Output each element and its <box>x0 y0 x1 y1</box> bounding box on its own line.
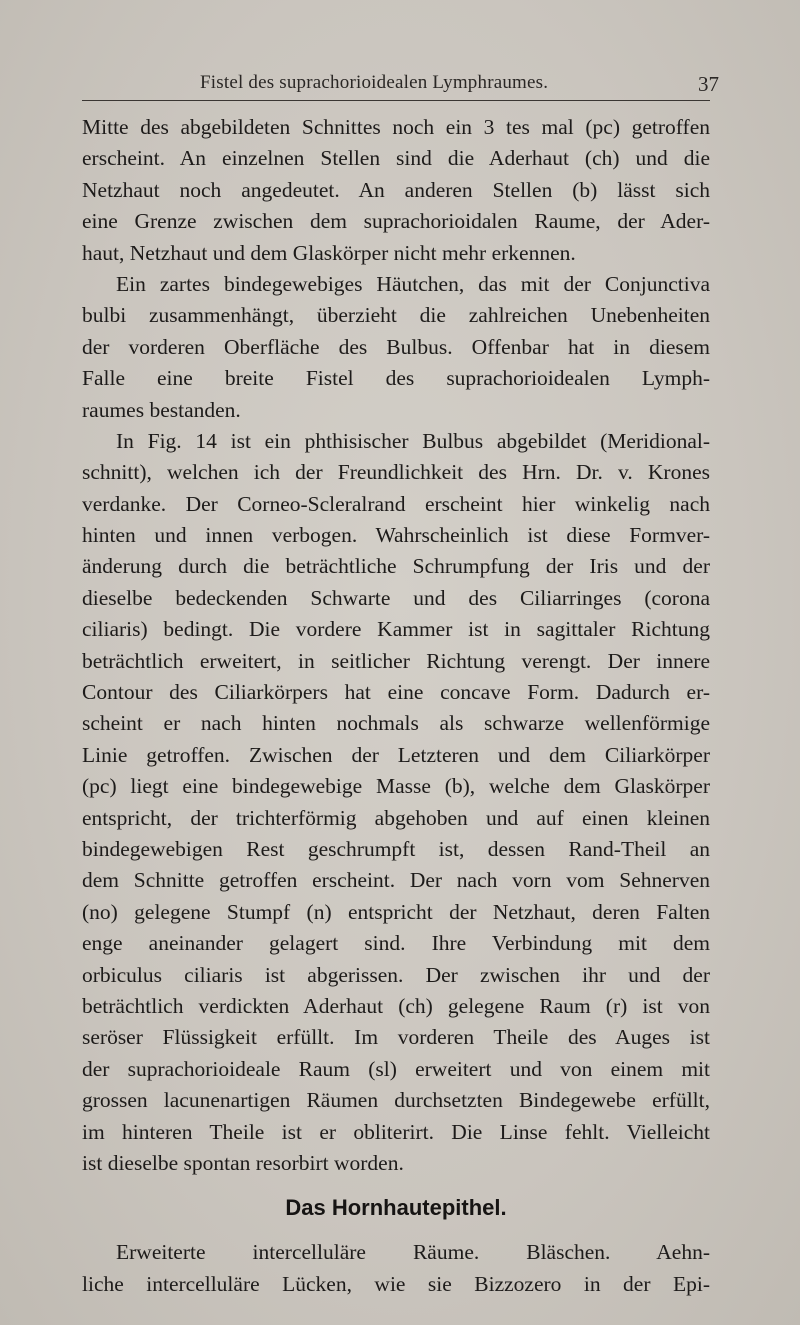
body-text <box>82 112 710 1300</box>
text-line: der suprachorioideale Raum (sl) erweitert und von einem mit <box>82 1056 710 1081</box>
text-line: Ein zartes bindegewebiges Häutchen, das mit der Conjunctiva <box>116 271 710 296</box>
text-line: Falle eine breite Fistel des suprachorioidealen Lymph- <box>82 366 710 391</box>
text-line: grossen lacunenartigen Räumen durchsetzten Bindegewebe erfüllt, <box>82 1088 710 1113</box>
text-line: im hinteren Theile ist er obliterirt. Die Linse fehlt. Vielleicht <box>82 1119 710 1144</box>
text-line: erscheint. An einzelnen Stellen sind die Aderhaut (ch) und die <box>82 146 710 171</box>
text-line: Linie getroffen. Zwischen der Letzteren und dem Ciliarkörper <box>82 742 710 767</box>
text-line: dieselbe bedeckenden Schwarte und des Ciliarringes (corona <box>82 585 710 610</box>
paragraph-2 <box>82 269 710 426</box>
page-number: 37 <box>698 72 719 96</box>
text-line: hinten und innen verbogen. Wahrscheinlich ist diese Formver- <box>82 523 710 548</box>
text-line: bulbi zusammenhängt, überzieht die zahlreichen Unebenheiten <box>82 303 710 328</box>
text-line: verdanke. Der Corneo-Scleralrand erscheint hier winkelig nach <box>82 491 710 516</box>
paragraph-1 <box>82 112 710 269</box>
text-line: raumes bestanden. <box>82 397 241 422</box>
text-line: scheint er nach hinten nochmals als schwarze wellenförmige <box>82 711 710 736</box>
text-line: änderung durch die beträchtliche Schrumpfung der Iris und der <box>82 554 710 579</box>
text-line: Netzhaut noch angedeutet. An anderen Stellen (b) lässt sich <box>82 177 710 202</box>
text-line: der vorderen Oberfläche des Bulbus. Offenbar hat in diesem <box>82 334 710 359</box>
text-line: In Fig. 14 ist ein phthisischer Bulbus abgebildet (Meridional- <box>116 428 710 453</box>
text-line: (pc) liegt eine bindegewebige Masse (b), welche dem Glaskörper <box>82 774 710 799</box>
section-heading: Das Hornhautepithel. <box>285 1195 507 1221</box>
text-line: Contour des Ciliarkörpers hat eine concave Form. Dadurch er- <box>82 680 710 705</box>
text-line: bindegewebigen Rest geschrumpft ist, dessen Rand-Theil an <box>82 836 710 861</box>
text-line: eine Grenze zwischen dem suprachorioidalen Raume, der Ader- <box>82 209 710 234</box>
text-line: enge aneinander gelagert sind. Ihre Verbindung mit dem <box>82 931 710 956</box>
page-header <box>0 72 800 102</box>
running-title: Fistel des suprachorioidealen Lymphraumes. <box>200 72 549 93</box>
text-line: beträchtlich erweitert, in seitlicher Richtung verengt. Der innere <box>82 648 710 673</box>
text-line: (no) gelegene Stumpf (n) entspricht der Netzhaut, deren Falten <box>82 899 710 924</box>
paragraph-3 <box>82 426 710 1179</box>
header-rule <box>82 100 710 101</box>
text-line: schnitt), welchen ich der Freundlichkeit des Hrn. Dr. v. Krones <box>82 460 710 485</box>
text-line: orbiculus ciliaris ist abgerissen. Der zwischen ihr und der <box>82 962 710 987</box>
text-line: entspricht, der trichterförmig abgehoben und auf einen kleinen <box>82 805 710 830</box>
text-line: Erweiterte intercelluläre Räume. Bläschen. Aehn- <box>116 1240 710 1265</box>
text-line: Mitte des abgebildeten Schnittes noch ein 3 tes mal (pc) getroffen <box>82 115 710 139</box>
text-line: liche intercelluläre Lücken, wie sie Bizzozero in der Epi- <box>82 1271 710 1296</box>
section-paragraph <box>82 1237 710 1300</box>
text-line: haut, Netzhaut und dem Glaskörper nicht mehr erkennen. <box>82 240 576 265</box>
text-line: dem Schnitte getroffen erscheint. Der nach vorn vom Sehnerven <box>82 868 710 893</box>
text-line: ciliaris) bedingt. Die vordere Kammer ist in sagittaler Richtung <box>82 617 710 642</box>
text-line: seröser Flüssigkeit erfüllt. Im vorderen Theile des Auges ist <box>82 1025 710 1050</box>
text-line: beträchtlich verdickten Aderhaut (ch) gelegene Raum (r) ist von <box>82 993 710 1018</box>
text-line: ist dieselbe spontan resorbirt worden. <box>82 1150 404 1175</box>
